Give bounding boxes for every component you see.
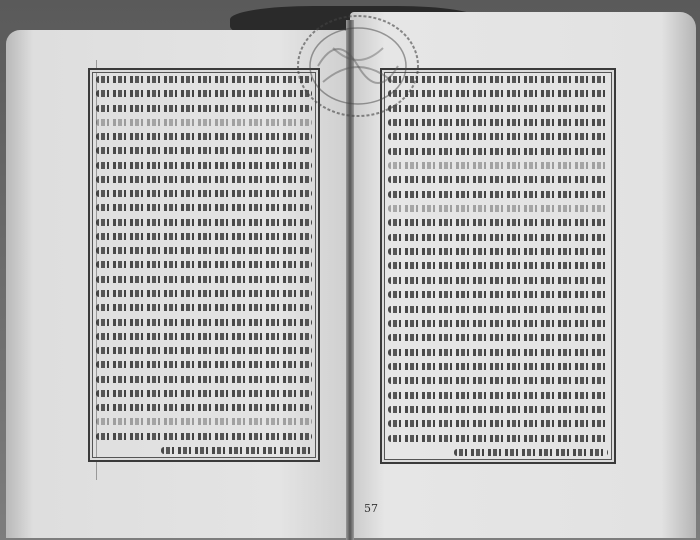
text-line [96,404,312,411]
right-text-lines [388,76,608,456]
seal-stamp-icon [293,12,423,120]
text-line [96,162,312,169]
text-line [388,306,608,313]
text-line [96,376,312,383]
text-line [96,290,312,297]
text-line [388,377,608,384]
text-line [161,447,312,454]
text-line [96,247,312,254]
text-line [96,147,312,154]
text-line [388,234,608,241]
text-line [388,349,608,356]
text-line [96,190,312,197]
text-line [96,319,312,326]
text-line [96,105,312,112]
text-line [454,449,608,456]
text-line [388,148,608,155]
text-line [96,390,312,397]
text-line [388,420,608,427]
text-line [388,205,608,212]
text-line [388,435,608,442]
text-line [96,333,312,340]
text-line [96,133,312,140]
text-line [388,176,608,183]
text-line [96,90,312,97]
text-line [96,261,312,268]
text-line [388,119,608,126]
text-line [388,406,608,413]
text-line [96,233,312,240]
text-line [388,320,608,327]
text-line [388,277,608,284]
text-line [96,433,312,440]
right-text-block [380,68,616,464]
text-line [96,76,312,83]
text-line [388,334,608,341]
text-line [96,418,312,425]
text-line [388,248,608,255]
text-line [388,162,608,169]
text-line [96,361,312,368]
text-line [96,347,312,354]
text-line [388,291,608,298]
folio-number: 57 [364,502,378,515]
text-line [388,133,608,140]
text-line [96,219,312,226]
text-line [96,304,312,311]
text-line [388,191,608,198]
left-text-lines [96,76,312,454]
text-line [388,262,608,269]
text-line [96,176,312,183]
text-line [388,392,608,399]
text-line [96,276,312,283]
left-text-block [88,68,320,462]
text-line [388,219,608,226]
text-line [96,204,312,211]
text-line [96,119,312,126]
text-line [388,363,608,370]
